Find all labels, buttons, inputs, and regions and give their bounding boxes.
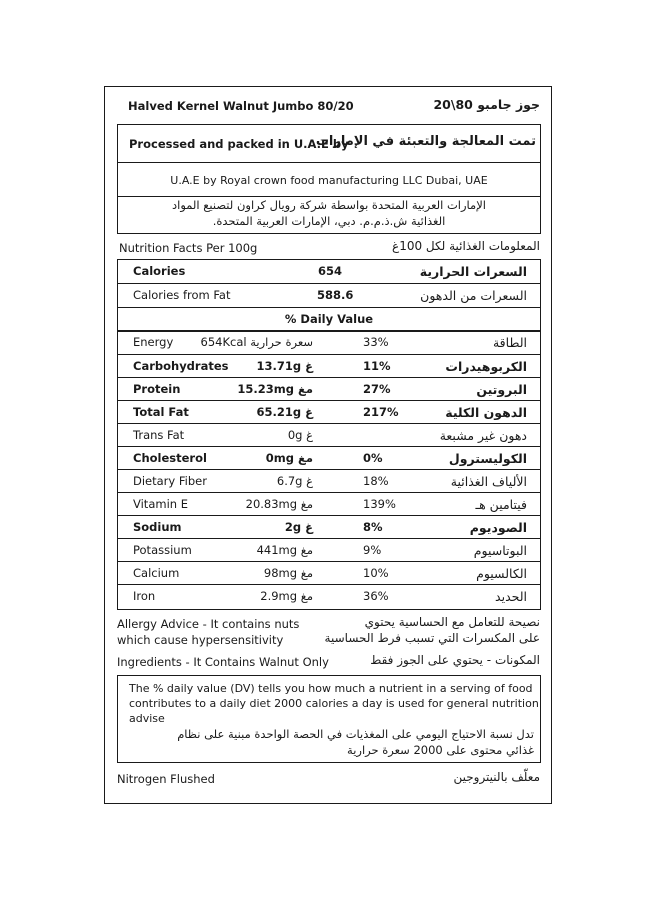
nutrient-amount: 98mg مغ xyxy=(263,566,313,580)
nutrient-name-ar: البوتاسيوم xyxy=(473,543,527,558)
nutrient-amount: 13.71g غ xyxy=(256,359,313,373)
nutrient-dv: 27% xyxy=(363,382,391,396)
nutrient-name-ar: الدهون الكلية xyxy=(445,405,527,420)
calories-row xyxy=(117,260,541,283)
nutrient-row xyxy=(117,539,541,562)
nutrient-amount: 65.21g غ xyxy=(256,405,313,419)
nutrient-row xyxy=(117,424,541,447)
nutrient-amount: 20.83mg مغ xyxy=(245,497,313,511)
nitrogen-flushed-en: Nitrogen Flushed xyxy=(117,772,215,786)
nutrient-name: Dietary Fiber xyxy=(133,474,207,488)
nutrition-title-en: Nutrition Facts Per 100g xyxy=(119,241,258,255)
ingredients-en: Ingredients - It Contains Walnut Only xyxy=(117,655,329,669)
nutrient-name-ar: الطاقة xyxy=(492,335,527,350)
nutrient-name: Trans Fat xyxy=(133,428,185,442)
company-en: U.A.E by Royal crown food manufacturing LLC Dubai, UAE xyxy=(170,174,488,187)
nutrient-name: Iron xyxy=(133,589,156,603)
daily-value-header-row xyxy=(117,308,541,331)
nutrient-row xyxy=(117,447,541,470)
nutrient-row xyxy=(117,493,541,516)
divider xyxy=(117,162,541,163)
divider xyxy=(117,196,541,197)
nutrient-name-ar: الكربوهيدرات xyxy=(445,359,527,374)
nutrient-name-ar: البروتين xyxy=(476,382,527,397)
nitrogen-flushed-ar: معلّف بالنيتروجين xyxy=(453,770,540,784)
nutrition-title-ar: المعلومات الغذائية لكل 100غ xyxy=(392,239,540,253)
nutrient-name: Vitamin E xyxy=(133,497,188,511)
allergy-ar-line2: على المكسرات التي تسبب فرط الحساسية xyxy=(324,631,540,645)
calories-fat-value: 588.6 xyxy=(317,288,354,302)
product-name-ar: جوز جامبو 80\20 xyxy=(433,97,540,112)
nutrient-row xyxy=(117,585,541,608)
calories-fat-row xyxy=(117,284,541,307)
dv-note-en-line3: advise xyxy=(129,712,165,725)
nutrient-dv: 139% xyxy=(363,497,396,511)
nutrient-name-ar: الصوديوم xyxy=(469,520,527,535)
nutrient-dv: 18% xyxy=(363,474,389,488)
nutrient-name-ar: الألياف الغذائية xyxy=(450,474,527,489)
product-name-en: Halved Kernel Walnut Jumbo 80/20 xyxy=(128,99,354,113)
dv-note-ar-line1: تدل نسبة الاحتياج اليومي على المغذيات في الحصة الواحدة مبنية على نظام xyxy=(177,727,534,741)
nutrient-dv: 33% xyxy=(363,335,389,349)
nutrient-dv: 36% xyxy=(363,589,389,603)
nutrient-amount: 15.23mg مغ xyxy=(237,382,313,396)
nutrient-name: Energy xyxy=(133,335,174,349)
calories-fat-label-ar: السعرات من الدهون xyxy=(420,288,527,303)
nutrient-name-ar: فيتامين هـ xyxy=(475,497,527,512)
nutrient-name-ar: الكالسيوم xyxy=(476,566,527,581)
nutrient-row xyxy=(117,562,541,585)
nutrient-row xyxy=(117,378,541,401)
nutrient-amount: 2.9mg مغ xyxy=(260,589,313,603)
nutrient-dv: 9% xyxy=(363,543,382,557)
company-ar-line1: الإمارات العربية المتحدة بواسطة شركة رويال كراون لتصنيع المواد xyxy=(172,198,486,212)
nutrient-amount: 2g غ xyxy=(284,520,313,534)
allergy-en-line1: Allergy Advice - It contains nuts xyxy=(117,617,300,631)
nutrient-name: Protein xyxy=(133,382,181,396)
nutrient-name: Sodium xyxy=(133,520,182,534)
nutrient-amount: 6.7g غ xyxy=(276,474,313,488)
calories-label: Calories xyxy=(133,264,186,278)
nutrient-amount: 0mg مغ xyxy=(265,451,313,465)
nutrient-dv: 0% xyxy=(363,451,383,465)
nutrient-dv: 8% xyxy=(363,520,383,534)
nutrient-dv: 217% xyxy=(363,405,399,419)
nutrient-row xyxy=(117,355,541,378)
nutrient-dv: 11% xyxy=(363,359,391,373)
calories-fat-label: Calories from Fat xyxy=(133,288,231,302)
dv-note-ar-line2: غذائي محتوى على 2000 سعرة حرارية xyxy=(347,743,534,757)
processed-label-ar: تمت المعالجة والتعبئة في الإمارات xyxy=(315,134,536,149)
dv-note-en-line2: contributes to a daily diet 2000 calories a day is used for general nutrition xyxy=(129,697,539,710)
daily-value-header: % Daily Value xyxy=(284,312,374,326)
nutrient-dv: 10% xyxy=(363,566,389,580)
company-ar-line2: الغذائية ش.ذ.م.م. دبي، الإمارات العربية المتحدة. xyxy=(212,214,446,228)
nutrient-row xyxy=(117,470,541,493)
nutrient-name: Potassium xyxy=(133,543,192,557)
nutrient-row xyxy=(117,401,541,424)
allergy-ar-line1: نصيحة للتعامل مع الحساسية يحتوي xyxy=(364,615,540,629)
nutrient-name: Calcium xyxy=(133,566,180,580)
nutrient-name-ar: دهون غير مشبعة xyxy=(439,428,527,443)
nutrient-name-ar: الحديد xyxy=(495,589,527,604)
nutrient-name: Cholesterol xyxy=(133,451,207,465)
nutrient-row xyxy=(117,516,541,539)
calories-label-ar: السعرات الحرارية xyxy=(419,264,527,279)
dv-note-en-line1: The % daily value (DV) tells you how much a nutrient in a serving of food xyxy=(129,682,533,695)
nutrient-name: Carbohydrates xyxy=(133,359,229,373)
allergy-en-line2: which cause hypersensitivity xyxy=(117,633,284,647)
nutrient-amount: 0g غ xyxy=(287,428,313,442)
processed-label-en: Processed and packed in U.A.E by xyxy=(129,137,349,151)
ingredients-ar: المكونات - يحتوي على الجوز فقط xyxy=(370,653,540,667)
calories-value: 654 xyxy=(318,264,343,278)
nutrient-name: Total Fat xyxy=(133,405,189,419)
nutrient-amount: 441mg مغ xyxy=(256,543,313,557)
nutrient-row xyxy=(117,331,541,354)
nutrient-amount: 654Kcal سعرة حرارية xyxy=(200,335,313,349)
nutrient-name-ar: الكوليسترول xyxy=(448,451,527,466)
